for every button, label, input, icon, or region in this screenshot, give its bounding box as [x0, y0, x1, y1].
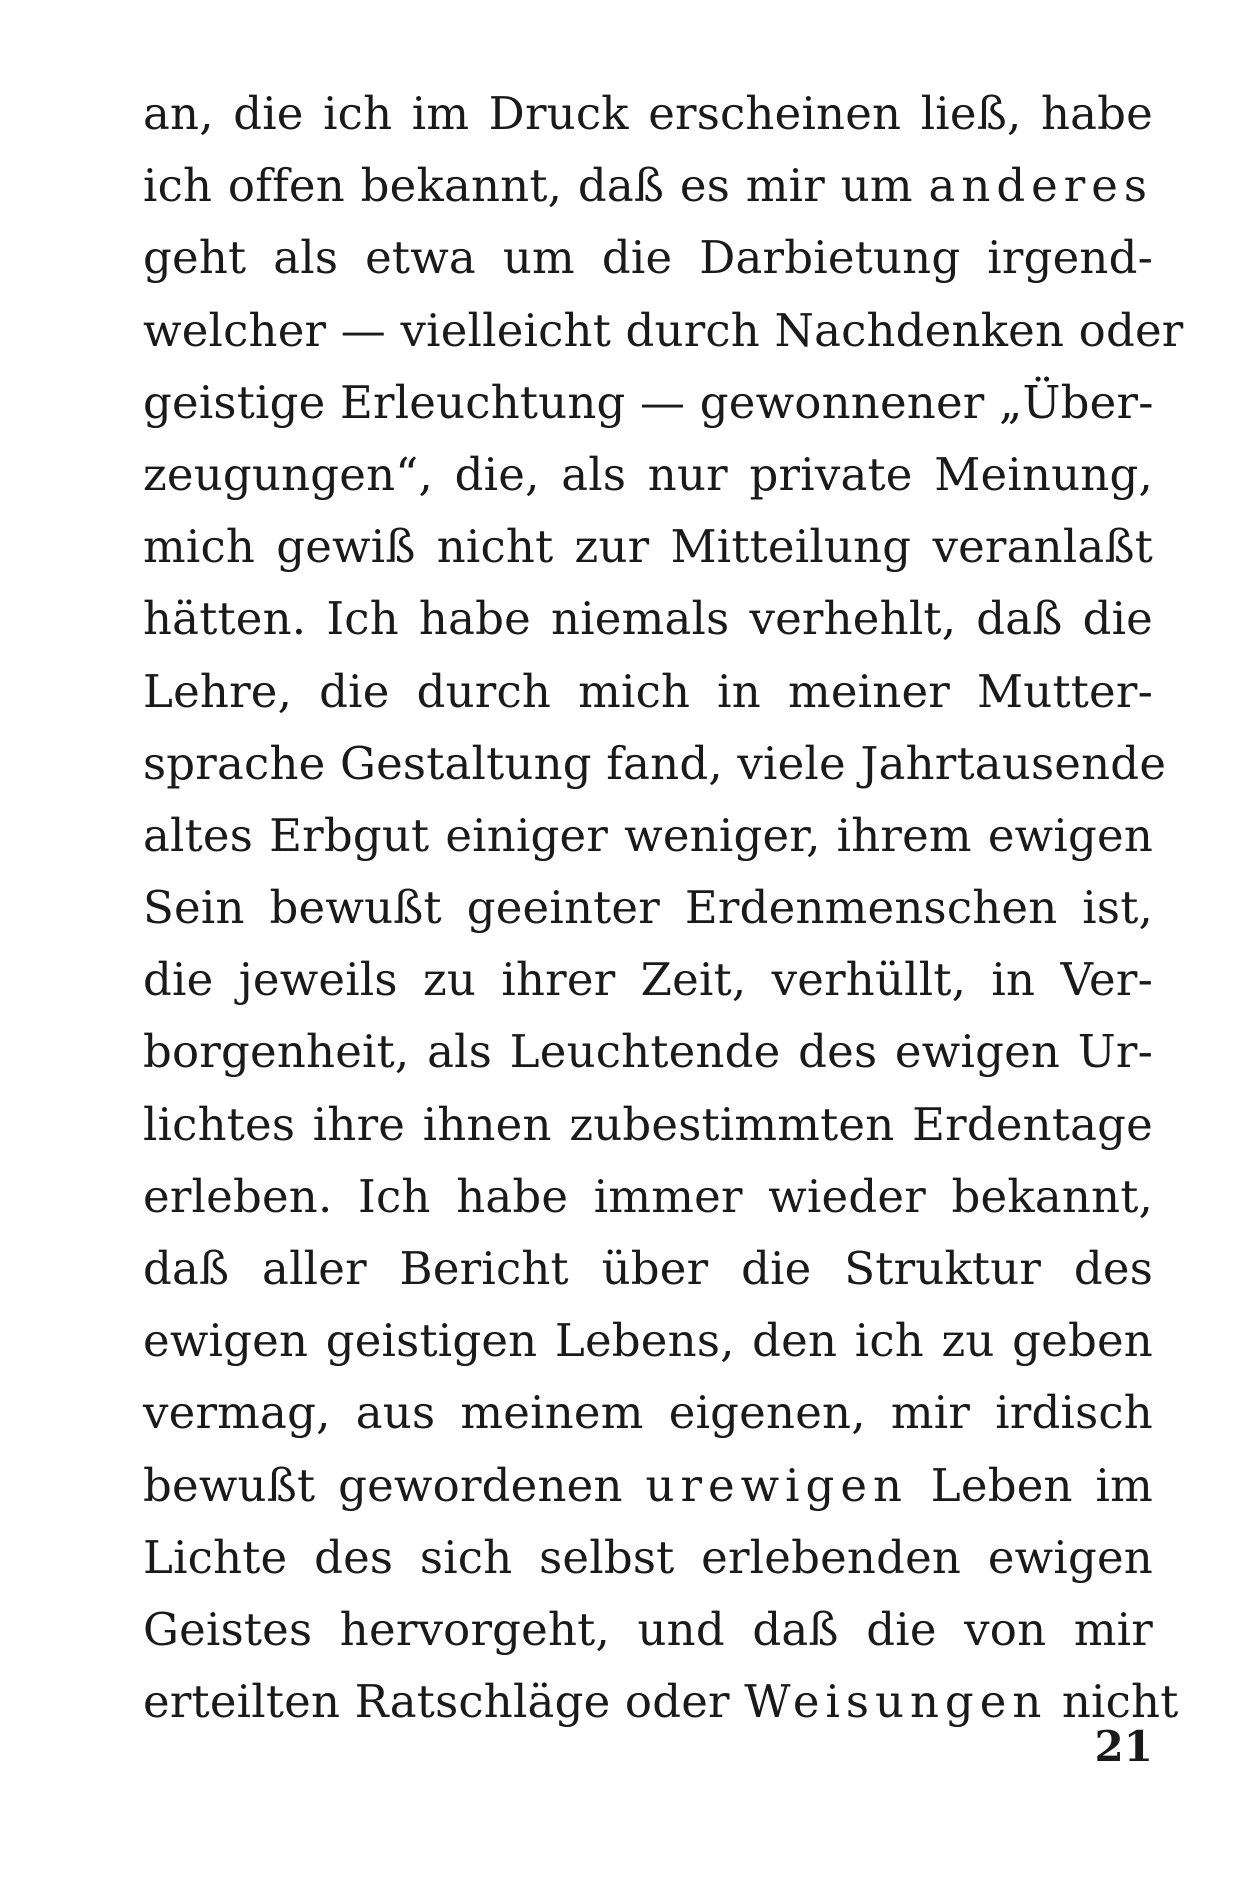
- text-line: [143, 1666, 1179, 1738]
- text-line: lichtes ihre ihnen zubestimmten Erdentage: [143, 1097, 1153, 1151]
- text-line: mich gewiß nicht zur Mitteilung veranlaßt: [143, 520, 1153, 574]
- text-line: sprache Gestaltung fand, viele Jahrtausende: [143, 736, 1167, 790]
- text-line: borgenheit, als Leuchtende des ewigen Ur-: [143, 1025, 1153, 1079]
- text-line-segment: ich offen bekannt, daß es mir um: [143, 159, 913, 213]
- text-line-segment: nicht: [1061, 1675, 1179, 1729]
- text-line: vermag, aus meinem eigenen, mir irdisch: [143, 1386, 1153, 1440]
- text-line-segment: bewußt gewordenen: [143, 1458, 623, 1512]
- text-line: erleben. Ich habe immer wieder bekannt,: [143, 1169, 1153, 1223]
- page-number: 21: [1094, 1722, 1153, 1771]
- text-line-segment: Leben im: [930, 1458, 1154, 1512]
- spaced-word: urewigen: [645, 1458, 908, 1512]
- body-text: [143, 78, 1184, 1738]
- text-line: daß aller Bericht über die Struktur des: [143, 1242, 1153, 1295]
- text-line: geht als etwa um die Darbietung irgend-: [143, 231, 1153, 285]
- spaced-word: anderes: [928, 159, 1153, 213]
- text-line: die jeweils zu ihrer Zeit, verhüllt, in Ver-: [143, 953, 1153, 1007]
- text-line-segment: erteilten Ratschläge oder: [143, 1675, 730, 1729]
- text-line: hätten. Ich habe niemals verhehlt, daß die: [143, 592, 1153, 646]
- text-line: Geistes hervorgeht, und daß die von mir: [143, 1602, 1153, 1656]
- text-line: [143, 1450, 1153, 1522]
- text-line: altes Erbgut einiger weniger, ihrem ewigen: [143, 808, 1153, 862]
- text-line: Lehre, die durch mich in meiner Mutter-: [143, 664, 1153, 718]
- text-line: welcher — vielleicht durch Nachdenken oder: [143, 303, 1184, 357]
- spaced-word: Weisungen: [744, 1675, 1048, 1729]
- text-line: an, die ich im Druck erscheinen ließ, habe: [143, 87, 1153, 140]
- text-line: Lichte des sich selbst erlebenden ewigen: [143, 1530, 1153, 1584]
- text-line: zeugungen“, die, als nur private Meinung,: [143, 447, 1153, 501]
- text-line: [143, 150, 1153, 222]
- text-line: geistige Erleuchtung — gewonnener „Über-: [143, 375, 1154, 429]
- text-line: Sein bewußt geeinter Erdenmenschen ist,: [143, 881, 1153, 935]
- text-line: ewigen geistigen Lebens, den ich zu geben: [143, 1314, 1153, 1368]
